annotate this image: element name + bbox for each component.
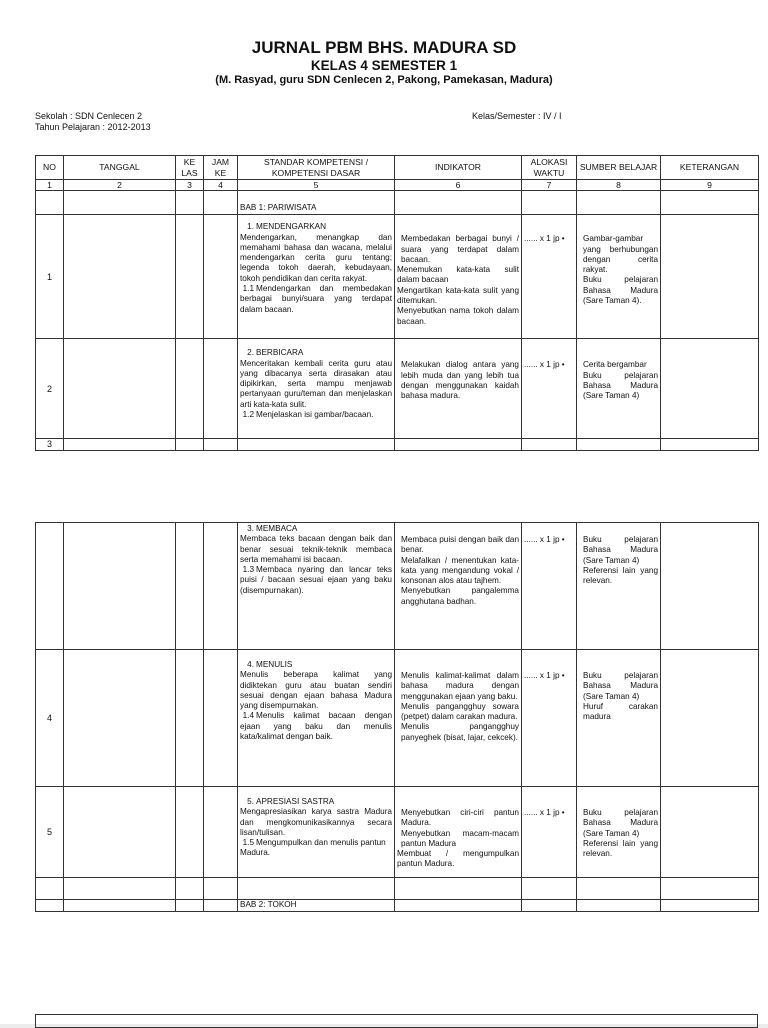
indikator-item: Membuat / mengumpulkan pantun Madura. [397,849,519,869]
alokasi-cell: ...... x 1 jp • [522,339,577,439]
header-sumber: SUMBER BELAJAR [577,156,661,180]
table-row [36,900,759,912]
standar-cell [238,787,395,878]
sk-number: 1. [247,222,254,232]
tanggal-cell[interactable] [64,650,176,787]
sk-text: Menceritakan kembali cerita guru atau yang dibacanya serta dirasakan atau dipikirkan, serta mampu menjawab pertanyaan guru/teman dan menjelaskan arti kata-kata sulit. [240,358,392,409]
journal-table-1 [35,155,759,451]
indikator-item: Melafalkan / menentukan kata-kata yang mengandung vokal / konsonan alos atau tajhem. [401,555,519,586]
indikator-item: Menemukan kata-kata sulit dalam bacaan [397,265,519,285]
next-page-table-edge [35,1014,758,1028]
jam-cell[interactable] [204,523,238,650]
tanggal-cell[interactable] [64,215,176,339]
alokasi-cell: ...... x 1 jp • [522,215,577,339]
sk-heading: BERBICARA [256,348,304,358]
row-number: 3 [36,439,64,450]
sumber-item: Referensi lain yang relevan. [583,565,658,586]
sumber-cell [577,650,661,787]
sumber-item: Huruf carakan madura [583,701,658,722]
sk-number: 5. [247,797,254,806]
kd-text: Menulis kalimat bacaan dengan ejaan yang baku dan menulis kata/kalimat dengan baik. [240,711,392,742]
header-indikator: INDIKATOR [395,156,522,180]
standar-cell [238,215,395,339]
header-alokasi: ALOKASI WAKTU [522,156,577,180]
school-info [35,111,151,133]
header-tanggal: TANGGAL [64,156,176,180]
sk-heading: MEMBACA [256,524,298,533]
row-number: 2 [36,339,64,439]
indikator-cell [395,650,522,787]
table-row [36,787,759,878]
tanggal-cell[interactable] [64,787,176,878]
table-row [36,650,759,787]
kd-text: Mengumpulkan dan menulis pantun Madura. [240,838,386,858]
document-subtitle: KELAS 4 SEMESTER 1 [310,58,458,73]
kelas-cell[interactable] [176,787,204,878]
table-header-row [36,156,759,180]
indikator-item: Menyebutkan nama tokoh dalam bacaan. [397,306,519,326]
sumber-item: Buku pelajaran Bahasa Madura (Sare Taman 4) [583,671,658,701]
alokasi-cell: ...... x 1 jp • [522,787,577,878]
kd-number: 1.4 [242,711,254,721]
jam-cell[interactable] [204,339,238,439]
school-name: Sekolah : SDN Cenlecen 2 [35,111,143,121]
header-jam: JAM KE [204,156,238,180]
indikator-cell [395,523,522,650]
col-number: 7 [522,180,577,191]
sk-number: 2. [247,348,254,358]
keterangan-cell[interactable] [661,339,759,439]
row-number [36,523,64,650]
alokasi-value: ...... x 1 jp [524,234,560,244]
alokasi-value: ...... x 1 jp [524,360,560,370]
chapter-heading: BAB 2: TOKOH [238,900,395,912]
journal-table-2 [35,522,759,912]
standar-cell [238,339,395,439]
indikator-item: Melakukan dialog antara yang lebih muda dan yang lebih tua dengan menggunakan kaidah bahasa madura. [401,360,519,401]
sk-heading: MENDENGARKAN [256,222,327,232]
table-row [36,191,759,215]
column-number-row [36,180,759,191]
chapter-heading: BAB 1: PARIWISATA [238,191,395,215]
jam-cell[interactable] [204,650,238,787]
table-row [36,439,759,450]
indikator-item: Menulis pangangghuy panyeghek (bisat, lajar, cekcek). [401,722,519,742]
tanggal-cell[interactable] [64,523,176,650]
col-number: 5 [238,180,395,191]
sk-text: Membaca teks bacaan dengan baik dan benar sesuai teknik-teknik membaca serta memahami isi bacaan. [240,534,392,564]
col-number: 1 [36,180,64,191]
sk-text: Mendengarkan, menangkap dan memahami bahasa dan wacana, melalui mendengarkan cerita guru tentang; legenda tokoh daerah, kebudayaan, tokoh pendidikan dan cerita rakyat. [240,232,392,283]
kd-number: 1.2 [242,410,254,420]
sumber-item: Referensi lain yang relevan. [583,838,658,859]
col-number: 2 [64,180,176,191]
header-keterangan: KETERANGAN [661,156,759,180]
tanggal-cell[interactable] [64,339,176,439]
kelas-cell[interactable] [176,650,204,787]
col-number: 6 [395,180,522,191]
table-row [36,878,759,900]
row-number: 5 [36,787,64,878]
table-row [36,523,759,650]
sk-heading: MENULIS [256,660,293,669]
sumber-cell [577,215,661,339]
standar-cell [238,523,395,650]
jam-cell[interactable] [204,787,238,878]
header-standar: STANDAR KOMPETENSI / KOMPETENSI DASAR [238,156,395,180]
indikator-item: Menulis kalimat-kalimat dalam bahasa madura dengan menggunakan ejaan yang baku. [401,671,519,701]
sk-text: Menulis beberapa kalimat yang didiktekan guru atau buatan sendiri sesuai dengan ejaan bahasa Madura yang disempurnakan. [240,670,392,711]
indikator-item: Menyebutkan pangalemma angghutana badhan. [401,586,519,606]
kelas-cell[interactable] [176,215,204,339]
class-semester: Kelas/Semester : IV / I [472,111,562,121]
document-title: JURNAL PBM BHS. MADURA SD [251,38,517,57]
row-number: 1 [36,215,64,339]
header-kelas: KE LAS [176,156,204,180]
kd-text: Membaca nyaring dan lancar teks puisi / bacaan sesuai ejaan yang baku (disempurnakan). [240,565,392,595]
keterangan-cell[interactable] [661,215,759,339]
kd-text: Menjelaskan isi gambar/bacaan. [256,410,374,420]
sumber-item: Buku pelajaran Bahasa Madura (Sare Taman 4) [583,535,658,565]
sk-number: 4. [247,660,254,669]
kelas-cell[interactable] [176,339,204,439]
sumber-item: Gambar-gambar yang berhubungan dengan cerita rakyat. [583,234,658,275]
jam-cell[interactable] [204,215,238,339]
sumber-cell [577,339,661,439]
keterangan-cell[interactable] [661,650,759,787]
keterangan-cell[interactable] [661,787,759,878]
indikator-item: Membaca puisi dengan baik dan benar. [401,535,519,555]
alokasi-value: ...... x 1 jp [524,808,560,817]
indikator-item: Mengartikan kata-kata sulit yang ditemukan. [397,285,519,306]
school-year: Tahun Pelajaran : 2012-2013 [35,122,151,132]
sumber-item: Cerita bergambar [583,360,647,370]
row-number: 4 [36,650,64,787]
indikator-item: Menulis pangangghuy sowara (petpet) dalam carakan madura. [401,701,519,722]
sk-text: Mengapresiasikan karya sastra Madura dan mengkomunikasikannya secara lisan/tulisan. [240,807,392,837]
alokasi-value: ...... x 1 jp [524,535,560,544]
sumber-item: Buku pelajaran Bahasa Madura (Sare Taman 4). [583,275,658,306]
kelas-cell[interactable] [176,523,204,650]
col-number: 3 [176,180,204,191]
indikator-item: Menyebutkan macam-macam pantun Madura [401,828,519,848]
alokasi-cell: ...... x 1 jp • [522,650,577,787]
alokasi-cell: ...... x 1 jp • [522,523,577,650]
document-author: (M. Rasyad, guru SDN Cenlecen 2, Pakong, Pamekasan, Madura) [215,74,553,86]
alokasi-value: ...... x 1 jp [524,671,560,680]
standar-cell [238,650,395,787]
sk-number: 3. [247,524,254,533]
sumber-item: Buku pelajaran Bahasa Madura (Sare Taman 4) [583,808,658,838]
table-row [36,215,759,339]
col-number: 4 [204,180,238,191]
keterangan-cell[interactable] [661,523,759,650]
header-no: NO [36,156,64,180]
indikator-item: Membedakan berbagai bunyi / suara yang terdapat dalam bacaan. [401,234,519,264]
indikator-cell [395,339,522,439]
kd-text: Mendengarkan dan membedakan berbagai bunyi/suara yang terdapat dalam bacaan. [240,284,392,314]
table-row [36,339,759,439]
kd-number: 1.5 [242,838,254,848]
col-number: 8 [577,180,661,191]
sk-heading: APRESIASI SASTRA [256,797,335,806]
col-number: 9 [661,180,759,191]
indikator-item: Menyebutkan ciri-ciri pantun Madura. [401,808,519,828]
sumber-cell [577,787,661,878]
kd-number: 1.3 [242,565,254,575]
sumber-cell [577,523,661,650]
indikator-cell [395,215,522,339]
indikator-cell [395,787,522,878]
sumber-item: Buku pelajaran Bahasa Madura (Sare Taman 4) [583,370,658,401]
kd-number: 1.1 [242,284,254,294]
